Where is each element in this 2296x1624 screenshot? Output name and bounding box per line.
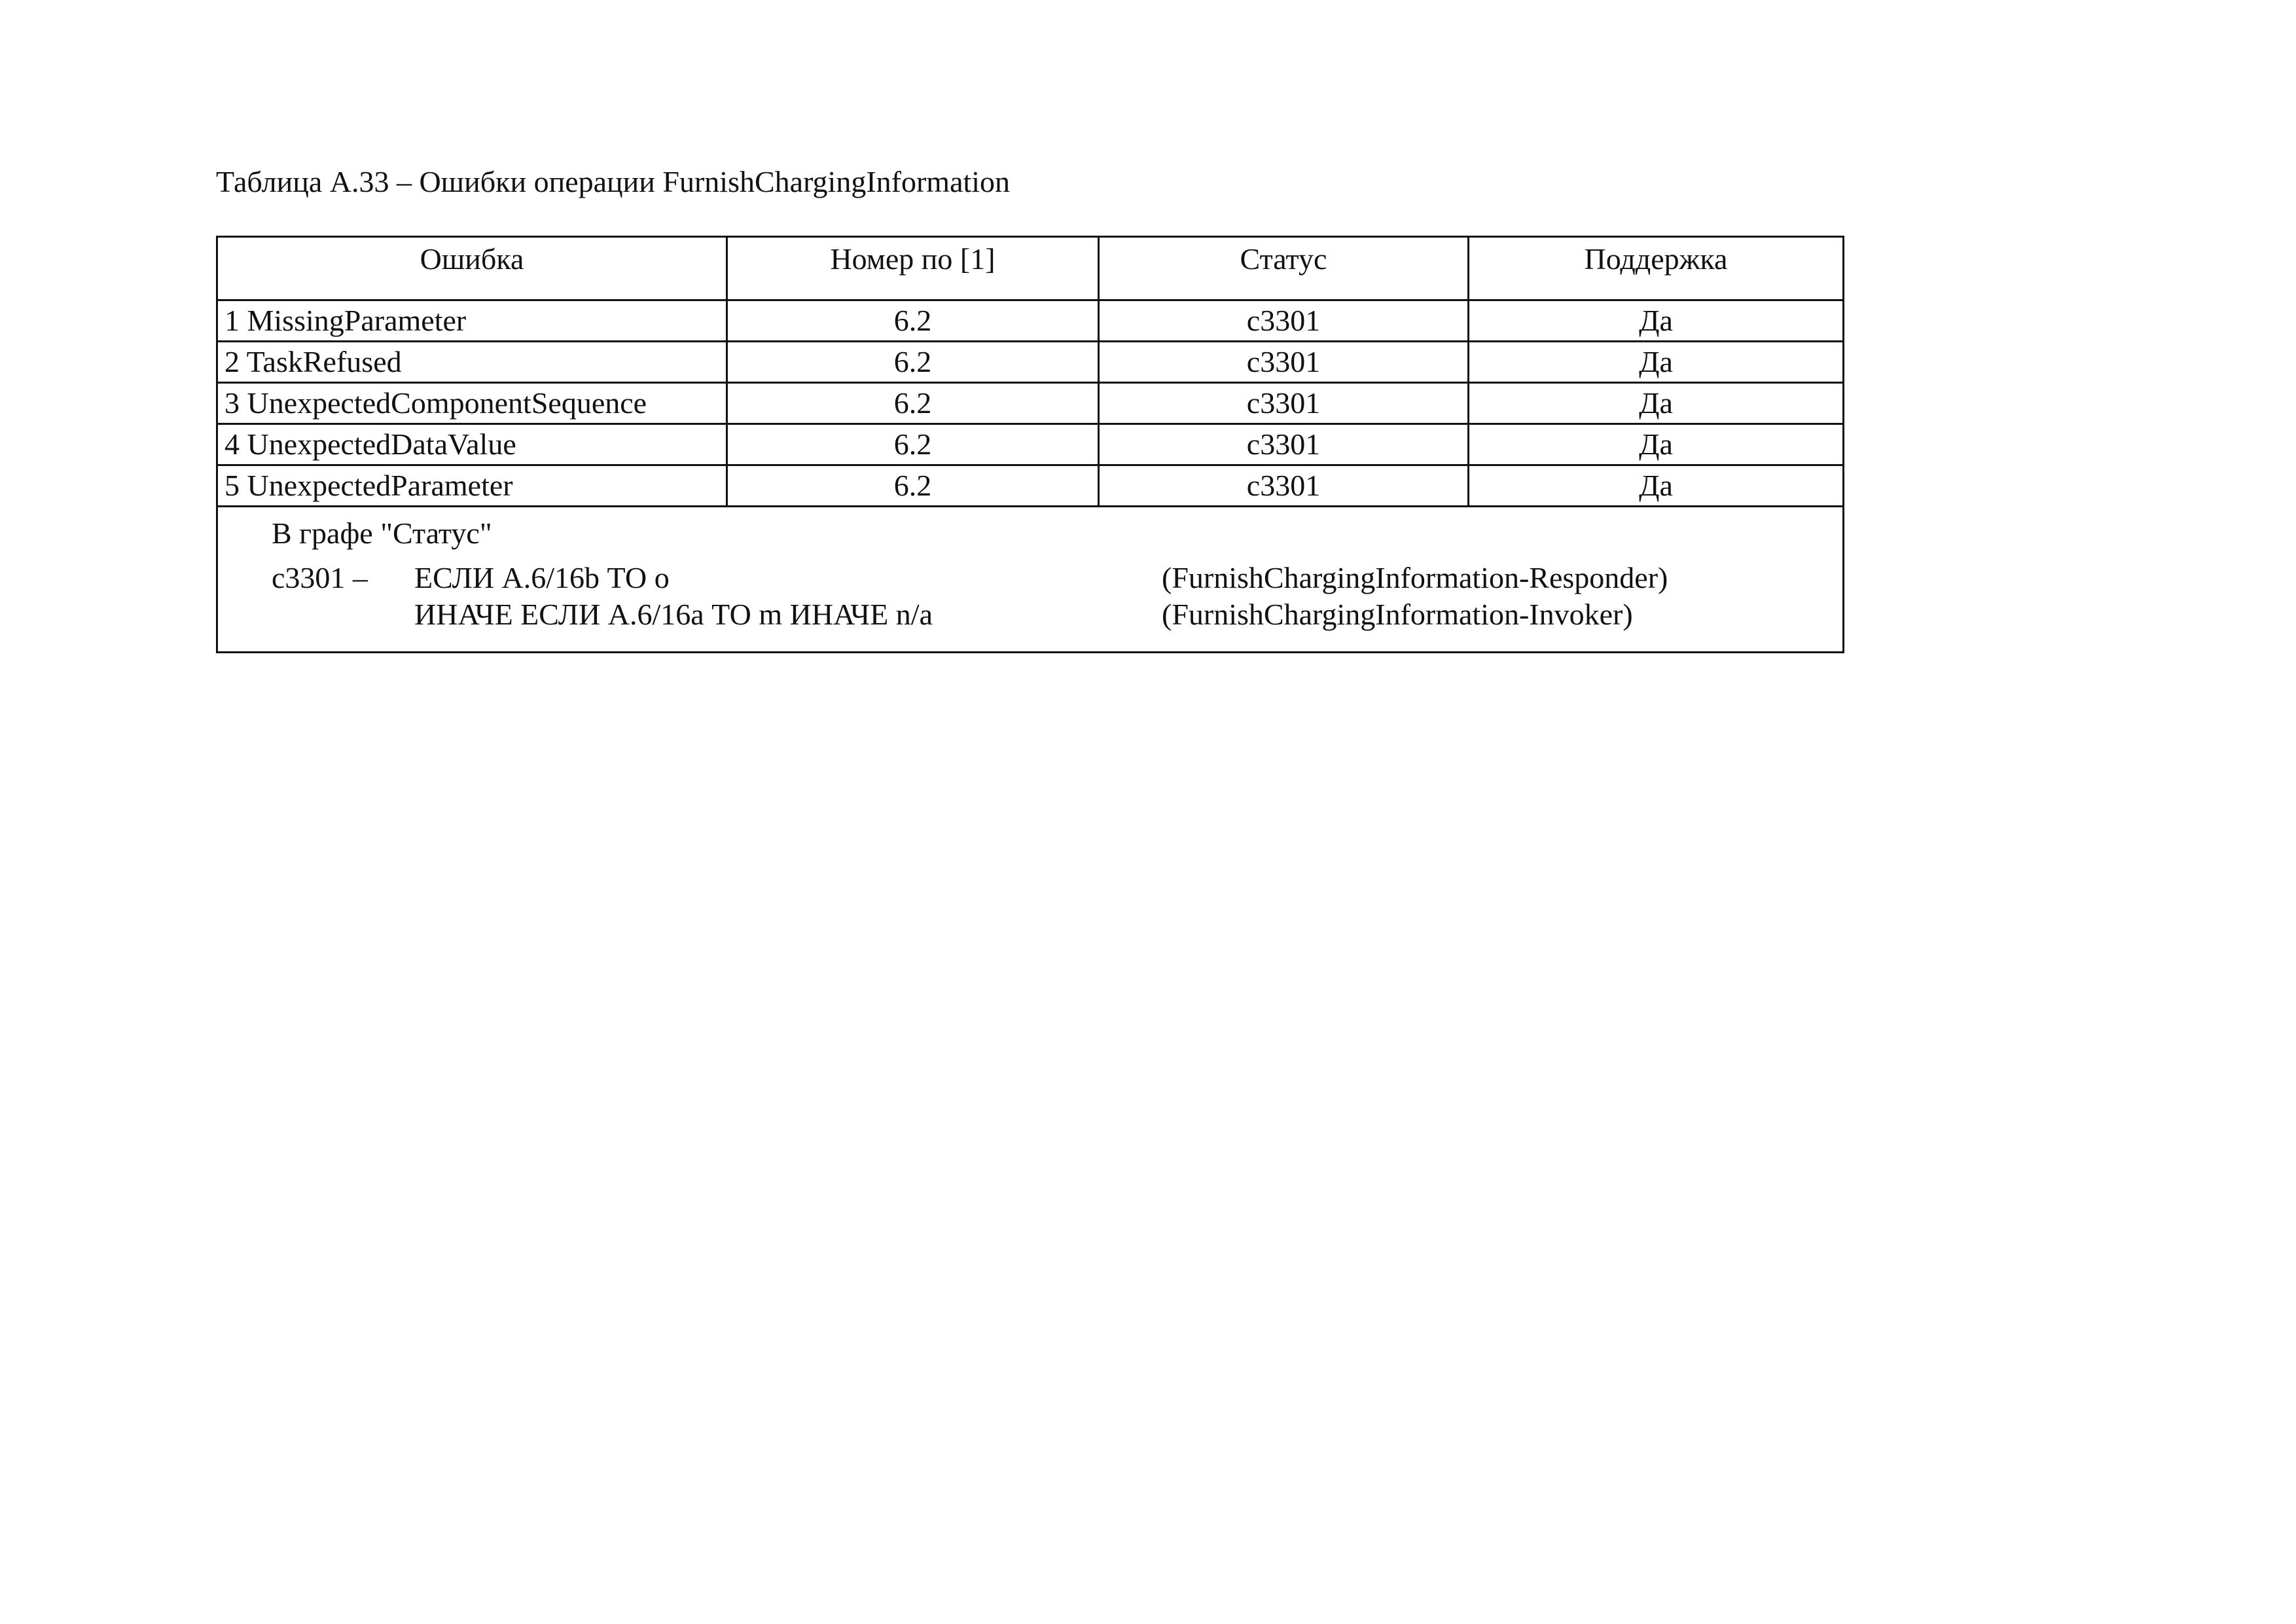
cell-status: c3301	[1099, 424, 1469, 465]
cell-error: 4 UnexpectedDataValue	[217, 424, 727, 465]
cell-support: Да	[1469, 424, 1844, 465]
header-status: Статус	[1099, 237, 1469, 300]
cell-status: c3301	[1099, 300, 1469, 342]
table-caption: Таблица А.33 – Ошибки операции FurnishChargingInformation	[216, 165, 1011, 198]
header-reference-number: Номер по [1]	[727, 237, 1099, 300]
table-row	[217, 342, 1844, 383]
table-note-row	[217, 507, 1844, 653]
table-row	[217, 383, 1844, 424]
note-role-1: (FurnishChargingInformation-Responder)	[1162, 561, 1668, 594]
note-code-spacer	[272, 596, 414, 633]
cell-reference-number: 6.2	[727, 465, 1099, 507]
cell-status: c3301	[1099, 465, 1469, 507]
header-support: Поддержка	[1469, 237, 1844, 300]
cell-support: Да	[1469, 342, 1844, 383]
note-status-code: c3301 –	[272, 561, 368, 594]
status-note	[217, 507, 1844, 653]
note-heading: В графе "Статус"	[272, 516, 492, 550]
cell-status: c3301	[1099, 383, 1469, 424]
table-row	[217, 465, 1844, 507]
cell-support: Да	[1469, 465, 1844, 507]
cell-error: 3 UnexpectedComponentSequence	[217, 383, 727, 424]
note-line-2	[272, 596, 1829, 633]
table-row	[217, 300, 1844, 342]
note-line-1	[272, 560, 1829, 596]
cell-error: 5 UnexpectedParameter	[217, 465, 727, 507]
cell-error: 2 TaskRefused	[217, 342, 727, 383]
cell-reference-number: 6.2	[727, 424, 1099, 465]
header-error: Ошибка	[217, 237, 727, 300]
cell-support: Да	[1469, 383, 1844, 424]
cell-status: c3301	[1099, 342, 1469, 383]
table-header-row	[217, 237, 1844, 300]
cell-error: 1 MissingParameter	[217, 300, 727, 342]
note-condition-1: ЕСЛИ A.6/16b ТО o	[414, 561, 670, 594]
cell-reference-number: 6.2	[727, 383, 1099, 424]
errors-table	[216, 236, 1844, 653]
cell-support: Да	[1469, 300, 1844, 342]
cell-reference-number: 6.2	[727, 342, 1099, 383]
note-role-2: (FurnishChargingInformation-Invoker)	[1162, 598, 1633, 631]
note-condition-2: ИНАЧЕ ЕСЛИ A.6/16a ТО m ИНАЧЕ n/a	[414, 598, 933, 631]
cell-reference-number: 6.2	[727, 300, 1099, 342]
table-row	[217, 424, 1844, 465]
